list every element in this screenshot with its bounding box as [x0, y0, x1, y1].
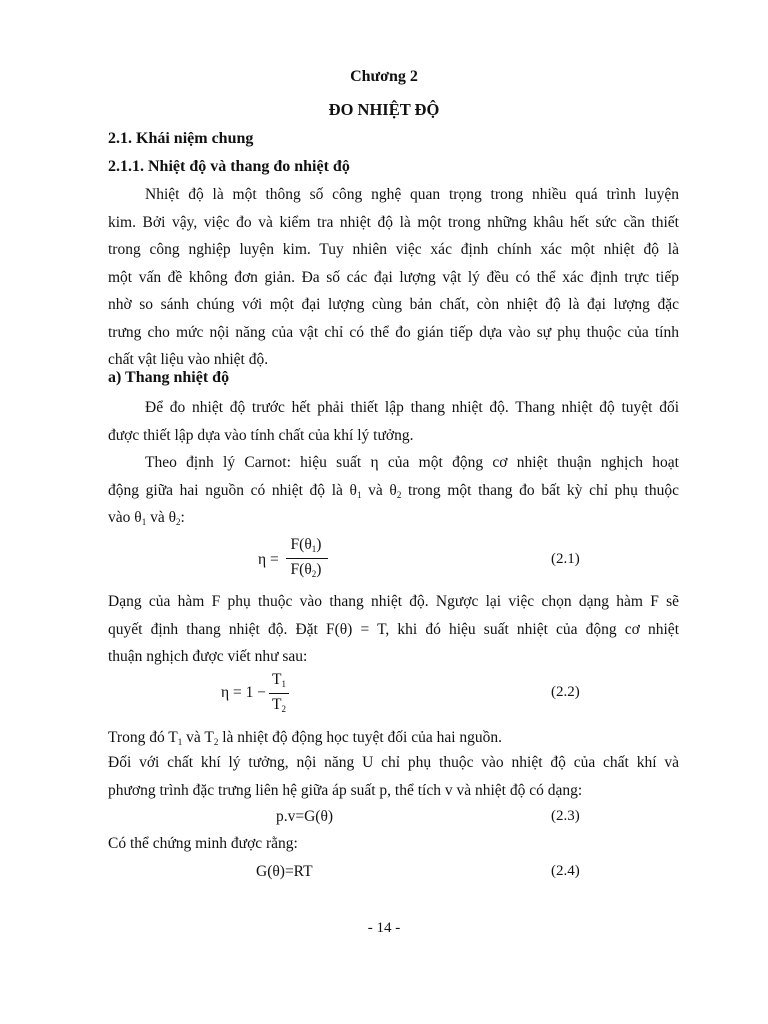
text-line: phương trình đặc trưng liên hệ giữa áp suất p, thể tích v và nhiệt độ có dạng:: [108, 781, 583, 799]
equation-lhs: η = 1 −: [221, 684, 266, 701]
text-line: Dạng của hàm F phụ thuộc vào thang nhiệt độ. Ngược lại việc chọn dạng hàm F sẽ: [108, 593, 679, 610]
equation-number: (2.2): [551, 684, 580, 700]
page-number: - 14 -: [367, 920, 401, 936]
equation-numerator: $F(\theta_1)$: [290, 536, 322, 554]
paragraph-intro: [108, 181, 679, 374]
fraction-bar: [269, 693, 289, 694]
text-line: quyết định thang nhiệt độ. Đặt F(θ) = T, khi đó hiệu suất nhiệt của động cơ nhiệt: [108, 620, 679, 638]
equation-expression: p.v=G(θ): [276, 808, 334, 825]
chapter-title: ĐO NHIỆT ĐỘ: [328, 100, 440, 119]
text-line: chất vật liệu vào nhiệt độ.: [108, 351, 269, 368]
paragraph-ideal-gas: [108, 749, 679, 804]
text-line: được thiết lập dựa vào tính chất của khí lý tưởng.: [108, 426, 414, 444]
subsection-heading: 2.1.1. Nhiệt độ và thang đo nhiệt độ: [108, 158, 350, 175]
equation-expression: G(θ)=RT: [256, 863, 313, 880]
paragraph-carnot: [108, 449, 679, 532]
text-line: Để đo nhiệt độ trước hết phải thiết lập thang nhiệt độ. Thang nhiệt độ tuyệt đối: [145, 399, 679, 416]
equation-number: (2.4): [551, 863, 580, 879]
paragraph-scale: [108, 394, 679, 449]
text-line: trong công nghiệp luyện kim. Tuy nhiên việc xác định chính xác một nhiệt độ là: [108, 241, 679, 258]
equation-denominator: $F(\theta_2)$: [290, 561, 322, 579]
text-line: một vấn đề không đơn giản. Đa số các đại lượng vật lý đều có thể xác định trực tiếp: [108, 268, 679, 286]
text-line: nhờ so sánh chúng với một đại lượng cùng bản chất, còn nhiệt độ là đại lượng đặc: [108, 296, 679, 313]
text-line: động giữa hai nguồn có nhiệt độ là $\theta_1$ và $\theta_2$ trong một thang đo bất kỳ chỉ phụ thuộc: [108, 481, 679, 500]
equation-lhs: η =: [258, 551, 279, 568]
subheading-a: a) Thang nhiệt độ: [108, 369, 230, 386]
text-line: Nhiệt độ là một thông số công nghệ quan trọng trong nhiều quá trình luyện: [145, 186, 679, 203]
text-line: thuận nghịch được viết như sau:: [108, 648, 308, 665]
paragraph-function: [108, 588, 679, 671]
equation-numerator: $T_1$: [272, 671, 286, 689]
paragraph-proof: Có thể chứng minh được rằng:: [108, 835, 298, 852]
text-line: trưng cho mức nội năng của vật chỉ có thể đo gián tiếp dựa vào sự phụ thuộc của tính: [108, 323, 679, 341]
fraction-bar: [286, 558, 328, 559]
section-heading: 2.1. Khái niệm chung: [108, 130, 254, 147]
equation-denominator: $T_2$: [272, 696, 286, 714]
text-line: Theo định lý Carnot: hiệu suất η của một động cơ nhiệt thuận nghịch hoạt: [145, 454, 679, 471]
equation-number: (2.3): [551, 808, 580, 824]
chapter-label: Chương 2: [350, 68, 418, 85]
text-line: vào $\theta_1$ và $\theta_2$:: [108, 509, 185, 527]
text-line: kim. Bởi vậy, việc đo và kiểm tra nhiệt độ là một trong những khâu hết sức cần thiết: [108, 213, 679, 231]
equation-number: (2.1): [551, 551, 580, 567]
text-line: Đối với chất khí lý tưởng, nội năng U chỉ phụ thuộc vào nhiệt độ của chất khí và: [108, 754, 679, 771]
paragraph-where: Trong đó $T_1$ và $T_2$ là nhiệt độ động học tuyệt đối của hai nguồn.: [108, 729, 503, 747]
